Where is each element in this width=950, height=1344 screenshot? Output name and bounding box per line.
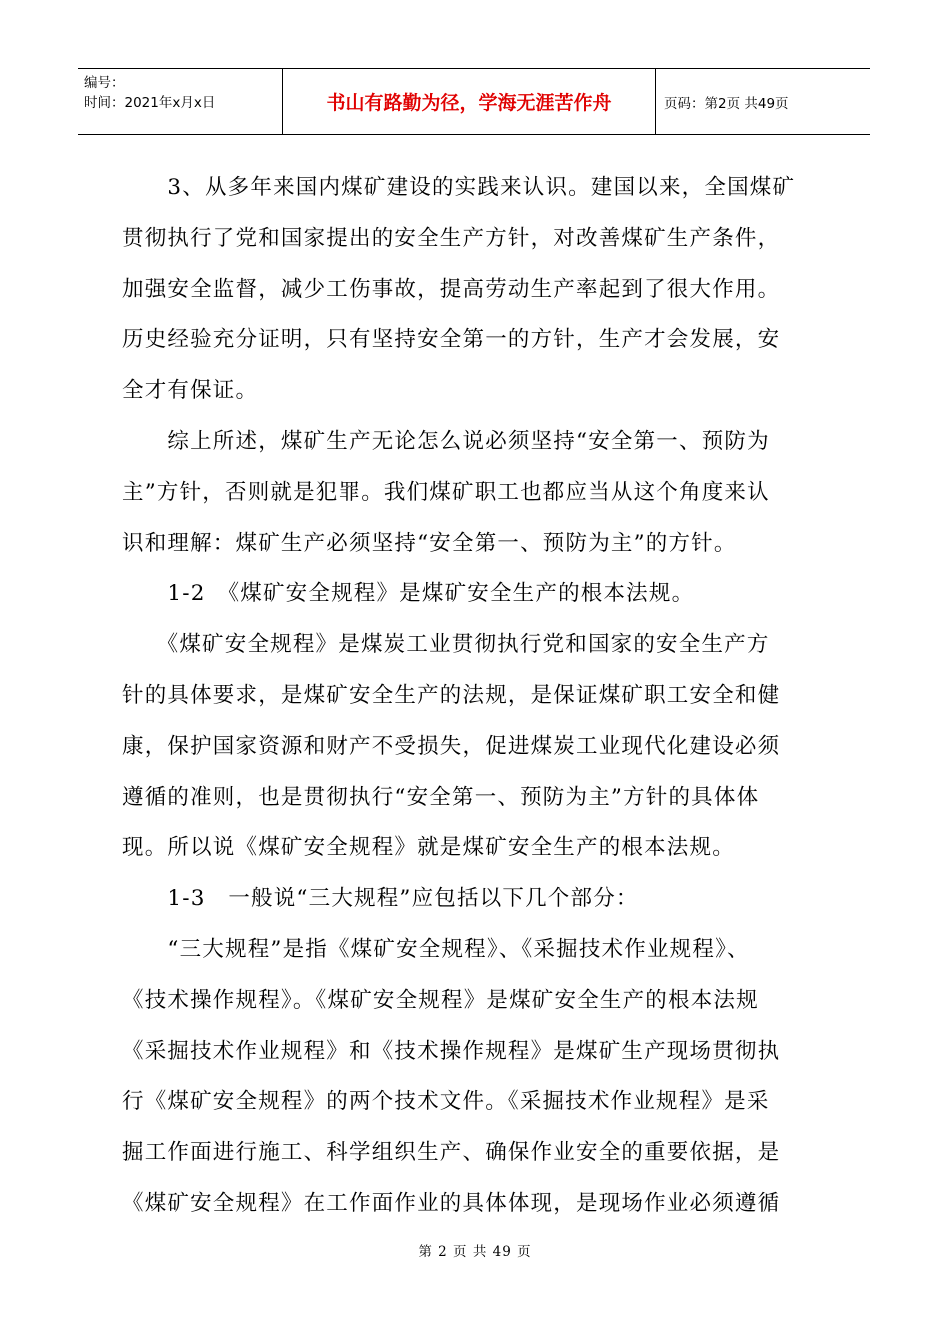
header-motto: 书山有路勤为径，学海无涯苦作舟 xyxy=(283,69,656,134)
text-line: 《煤矿安全规程》在工作面作业的具体体现，是现场作业必须遵循 xyxy=(122,1190,781,1216)
text-line: “三大规程”是指《煤矿安全规程》、《采掘技术作业规程》、 xyxy=(122,936,750,962)
text-line: 贯彻执行了党和国家提出的安全生产方针，对改善煤矿生产条件， xyxy=(122,225,781,251)
text-line: 现。所以说《煤矿安全规程》就是煤矿安全生产的根本法规。 xyxy=(122,835,735,861)
header-page-info: 页码：第2页 共49页 xyxy=(664,95,789,112)
page-footer: 第 2 页 共 49 页 xyxy=(418,1244,532,1260)
text-line: 《技术操作规程》。《煤矿安全规程》是煤矿安全生产的根本法规 xyxy=(122,987,759,1013)
text-line: 《采掘技术作业规程》和《技术操作规程》是煤矿生产现场贯彻执 xyxy=(122,1038,781,1064)
text-line: 全才有保证。 xyxy=(122,378,259,404)
text-line: 加强安全监督，减少工伤事故，提高劳动生产率起到了很大作用。 xyxy=(122,276,781,302)
text-line: 《煤矿安全规程》是煤炭工业贯彻执行党和国家的安全生产方 xyxy=(122,632,770,658)
text-line: 针的具体要求，是煤矿安全生产的法规，是保证煤矿职工安全和健 xyxy=(122,682,781,708)
text-line: 识和理解：煤矿生产必须坚持“安全第一、预防为主”的方针。 xyxy=(122,530,737,556)
text-line: 1-3 一般说“三大规程”应包括以下几个部分： xyxy=(122,886,639,912)
text-line: 1-2 《煤矿安全规程》是煤矿安全生产的根本法规。 xyxy=(122,581,695,607)
text-line: 主”方针，否则就是犯罪。我们煤矿职工也都应当从这个角度来认 xyxy=(122,479,770,505)
text-line: 康，保护国家资源和财产不受损失，促进煤炭工业现代化建设必须 xyxy=(122,733,781,759)
text-line: 综上所述，煤矿生产无论怎么说必须坚持“安全第一、预防为 xyxy=(122,428,770,454)
document-number-label: 编号： xyxy=(84,75,125,91)
text-line: 遵循的准则，也是贯彻执行“安全第一、预防为主”方针的具体体 xyxy=(122,784,760,810)
text-line: 掘工作面进行施工、科学组织生产、确保作业安全的重要依据，是 xyxy=(122,1140,781,1166)
page-header xyxy=(78,68,870,135)
text-line: 3、从多年来国内煤矿建设的实践来认识。建国以来，全国煤矿 xyxy=(122,175,796,200)
document-date: 时间：2021年x月x日 xyxy=(84,95,216,111)
text-line: 行《煤矿安全规程》的两个技术文件。《采掘技术作业规程》是采 xyxy=(122,1089,770,1115)
document-body xyxy=(122,163,828,1230)
header-meta xyxy=(78,69,283,134)
text-line: 历史经验充分证明，只有坚持安全第一的方针，生产才会发展，安 xyxy=(122,327,781,353)
